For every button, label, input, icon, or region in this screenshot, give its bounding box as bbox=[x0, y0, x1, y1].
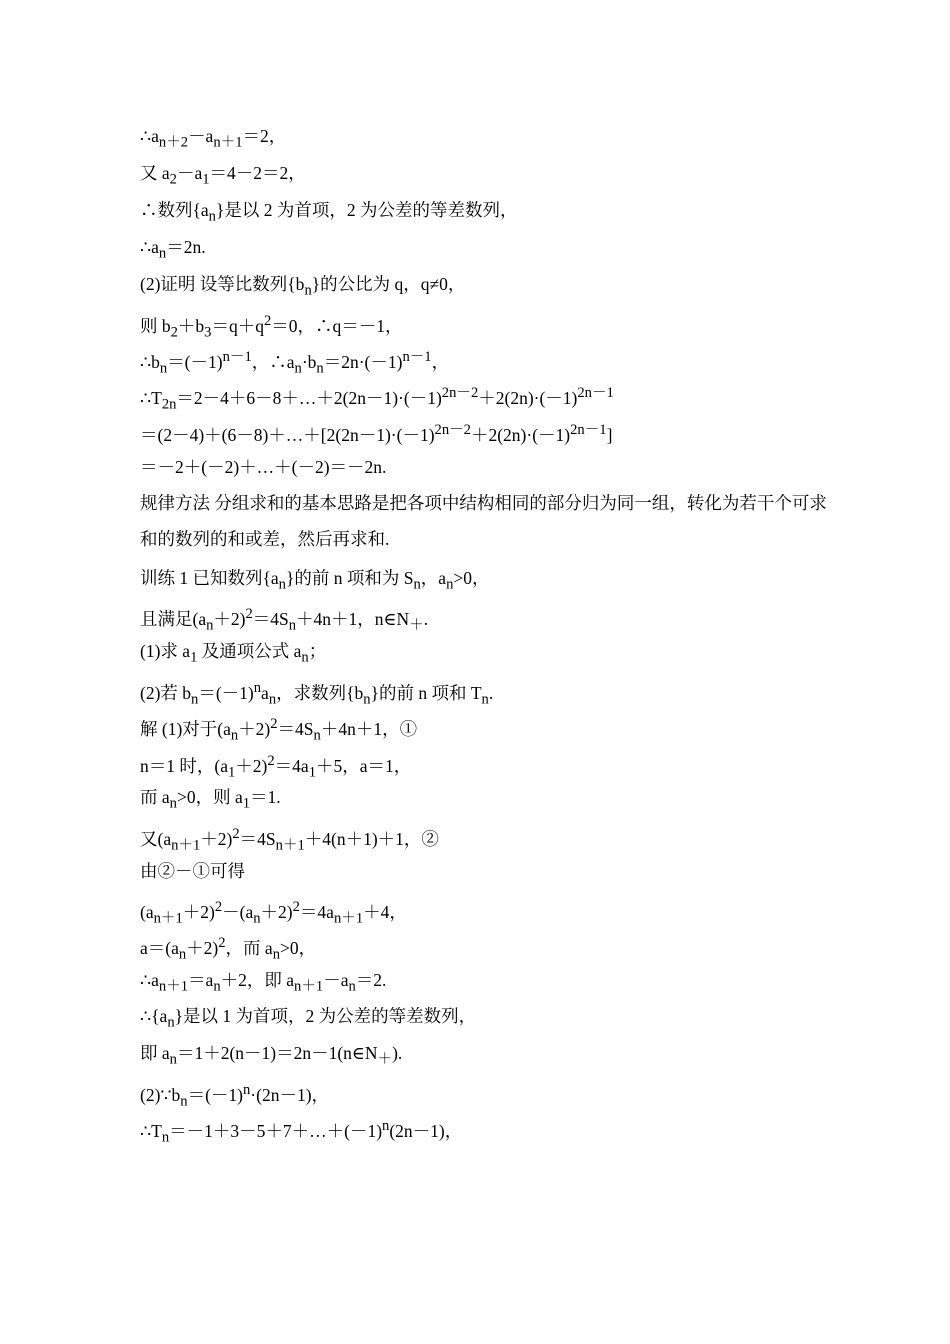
line-14: (1)求 $a_1$ 及通项公式 $a_n$； bbox=[140, 641, 327, 666]
line-18: 而 $a_n>0$，则 $a_1=1$. bbox=[140, 787, 281, 812]
line-26: $(2)\because b_n=(-1)^n\cdot(2n-1)$， bbox=[140, 1082, 330, 1110]
line-16: 解 (1)对于$(a_n+2)^2=4S_n+4n+1$，① bbox=[140, 716, 418, 744]
line-25: 即 $a_n=1+2(n-1)=2n-1(n\in N_+)$. bbox=[140, 1043, 403, 1068]
line-9: $=(2-4)+(6-8)+\dots+[2(2n-1)\cdot(-1)^{2n-2}+2(2n)\cdot(-1)^{2n-1}]$ bbox=[140, 422, 613, 445]
line-19: 又$(a_{n+1}+2)^2=4S_{n+1}+4(n+1)+1$，② bbox=[140, 826, 439, 854]
line-4: $\therefore a_n=2n$. bbox=[140, 237, 206, 262]
line-10: ＝－2＋(－2)＋…＋(－2)＝－2n. bbox=[140, 457, 387, 477]
line-12: 训练 1 已知数列$\{a_n\}$的前 n 项和为 $S_n$，$a_n>0$， bbox=[140, 568, 490, 593]
line-1: $\therefore a_{n+2}-a_{n+1}=2$， bbox=[140, 126, 287, 151]
line-2: 又 $a_2-a_1=4-2=2$， bbox=[140, 163, 306, 188]
line-7: $\therefore b_n=(-1)^{n-1}$，$\therefore a_n\cdot b_n=2n\cdot(-1)^{n-1}$， bbox=[140, 349, 450, 377]
line-5: (2)证明 设等比数列$\{b_n\}$的公比为 q，q≠0， bbox=[140, 274, 466, 299]
method-paragraph: 规律方法 分组求和的基本思路是把各项中结构相同的部分归为同一组，转化为若干个可求和的数列的和或差，然后再求和. bbox=[140, 493, 827, 549]
line-17: n＝1 时，$(a_1+2)^2=4a_1+5$，a＝1， bbox=[140, 753, 412, 781]
line-3: ∴数列$\{a_n\}$是以 2 为首项，2 为公差的等差数列， bbox=[140, 200, 518, 225]
line-15: (2)若 $b_n=(-1)^na_n$，求数列$\{b_n\}$的前 n 项和 $T_n$. bbox=[140, 680, 494, 708]
line-21: $(a_{n+1}+2)^2-(a_n+2)^2=4a_{n+1}+4$， bbox=[140, 899, 407, 927]
line-13: 且满足$(a_n+2)^2=4S_n+4n+1$，$n\in N_+$. bbox=[140, 606, 429, 634]
line-8: $\therefore T_{2n}=2-4+6-8+\dots+2(2n-1)\cdot(-1)^{2n-2}+2(2n)\cdot(-1)^{2n-1}$ bbox=[140, 385, 614, 413]
line-20: 由②－①可得 bbox=[140, 861, 245, 881]
line-27: $\therefore T_n=-1+3-5+7+\dots+(-1)^n(2n-1)$， bbox=[140, 1118, 463, 1146]
line-24: $\therefore\{a_n\}$是以 1 为首项，2 为公差的等差数列， bbox=[140, 1006, 477, 1031]
line-22: $a=(a_n+2)^2$，而 $a_n>0$， bbox=[140, 935, 317, 963]
line-6: 则 $b_2+b_3=q+q^2=0$，∴q＝－1， bbox=[140, 313, 403, 341]
line-23: $\therefore a_{n+1}=a_n+2$，即 $a_{n+1}-a_n=2$. bbox=[140, 970, 387, 995]
